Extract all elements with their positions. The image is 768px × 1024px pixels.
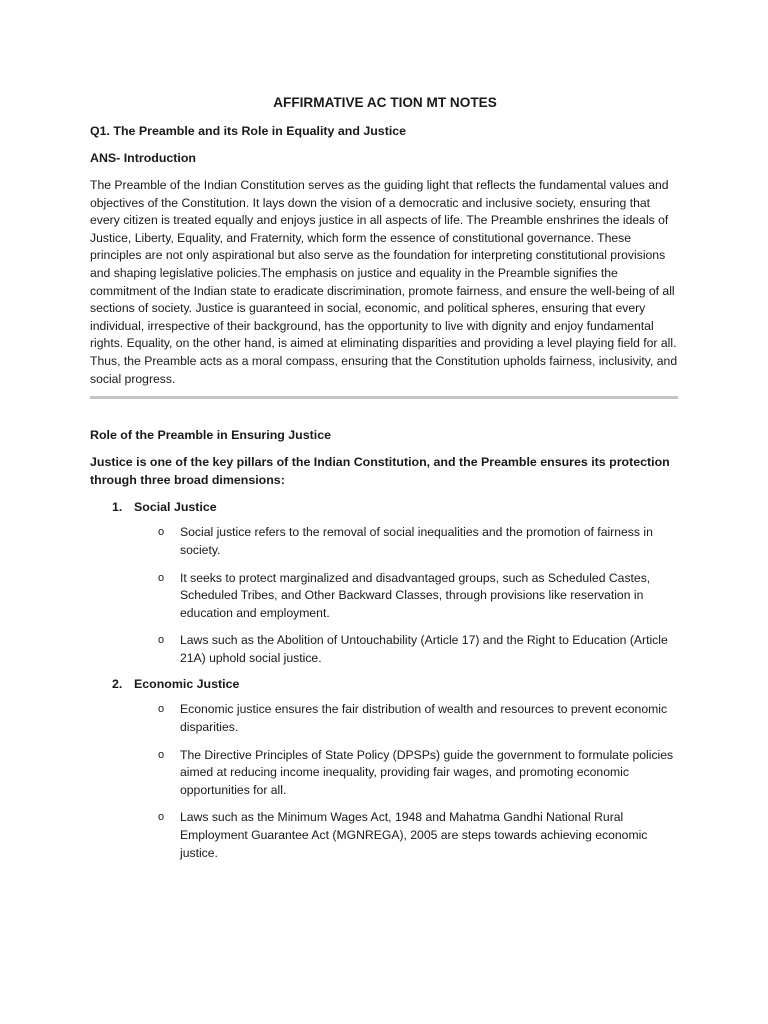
list-item <box>90 570 680 623</box>
section-title: Economic Justice <box>134 677 240 692</box>
list-item <box>90 747 680 800</box>
role-heading: Role of the Preamble in Ensuring Justice <box>90 428 331 443</box>
section-number: 1. <box>112 500 123 515</box>
intro-paragraph: The Preamble of the Indian Constitution serves as the guiding light that reflects the fundamental values and objectives of the Constitution. It lays down the vision of a democratic and inclusive society, ensuring that every citizen is treated equally and enjoys justice in all aspects of life. The Preamble enshrines the ideals of Justice, Liberty, Equality, and Fraternity, which form the essence of constitutional governance. These principles are not only aspirational but also serve as the foundation for interpreting constitutional provisions and shaping legislative policies.The emphasis on justice and equality in the Preamble signifies the commitment of the Indian state to eradicate discrimination, promote fairness, and ensure the well-being of all sections of society. Justice is guaranteed in social, economic, and political spheres, ensuring that every individual, irrespective of their background, has the opportunity to live with dignity and enjoy fundamental rights. Equality, on the other hand, is aimed at eliminating disparities and providing a level playing field for all. Thus, the Preamble acts as a moral compass, ensuring that the Constitution upholds fairness, inclusivity, and social progress. <box>90 178 678 386</box>
bullet-text: Laws such as the Abolition of Untouchability (Article 17) and the Right to Education (Article 21A) uphold social justice. <box>180 633 668 665</box>
horizontal-divider <box>90 396 678 399</box>
list-item <box>90 701 680 736</box>
section-number: 2. <box>112 677 123 692</box>
section-economic-justice <box>90 677 680 862</box>
bullet-text: The Directive Principles of State Policy (DPSPs) guide the government to formulate policies aimed at reducing income inequality, providing fair wages, and promoting economic opportunities for all. <box>180 747 674 797</box>
question-heading: Q1. The Preamble and its Role in Equality and Justice <box>90 124 407 138</box>
bullet-marker: o <box>158 634 165 647</box>
bullet-marker: o <box>158 748 165 761</box>
list-item <box>90 632 680 667</box>
section-heading <box>90 677 680 691</box>
bullet-text: Economic justice ensures the fair distribution of wealth and resources to prevent economic disparities. <box>180 702 668 735</box>
role-intro: Justice is one of the key pillars of the Indian Constitution, and the Preamble ensures its protection through three broad dimensions: <box>90 455 670 487</box>
document-title: AFFIRMATIVE AC TION MT NOTES <box>273 95 497 110</box>
section-social-justice <box>90 500 680 667</box>
bullet-marker: o <box>158 811 165 824</box>
document-content <box>90 95 680 872</box>
list-item <box>90 809 680 862</box>
bullet-marker: o <box>158 571 165 584</box>
bullet-text: Laws such as the Minimum Wages Act, 1948 and Mahatma Gandhi National Rural Employment Guarantee Act (MGNREGA), 2005 are steps towards achieving economic justice. <box>180 810 648 860</box>
bullet-list <box>90 701 680 862</box>
section-title: Social Justice <box>134 500 217 515</box>
bullet-marker: o <box>158 526 165 539</box>
bullet-list <box>90 524 680 667</box>
bullet-text: It seeks to protect marginalized and disadvantaged groups, such as Scheduled Castes, Scheduled Tribes, and Other Backward Classes, through provisions like reservation in education and employment. <box>180 570 651 620</box>
answer-heading: ANS- Introduction <box>90 151 196 165</box>
bullet-marker: o <box>158 703 165 716</box>
list-item <box>90 524 680 559</box>
bullet-text: Social justice refers to the removal of social inequalities and the promotion of fairness in society. <box>180 525 653 557</box>
section-heading <box>90 500 680 514</box>
